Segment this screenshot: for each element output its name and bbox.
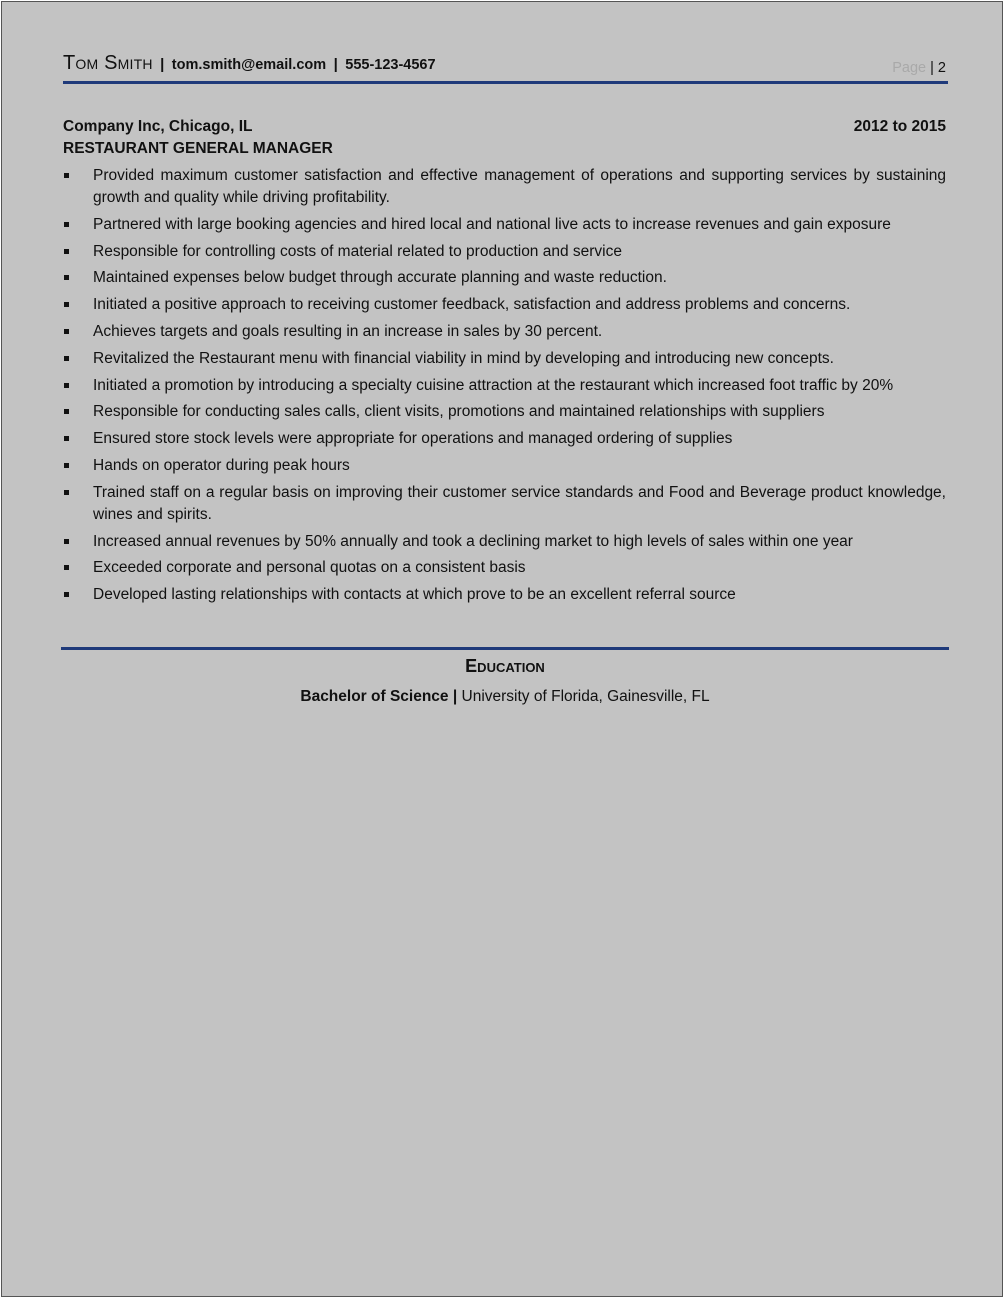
job-bullet: Exceeded corporate and personal quotas on a consistent basis — [63, 557, 946, 579]
contact-line — [63, 52, 436, 75]
job-bullet: Revitalized the Restaurant menu with financial viability in mind by developing and introducing new concepts. — [63, 348, 946, 370]
job-bullet: Achieves targets and goals resulting in an increase in sales by 30 percent. — [63, 321, 946, 343]
job-bullet-list — [63, 165, 946, 611]
education-separator: | — [452, 688, 458, 705]
job-bullet: Provided maximum customer satisfaction and effective management of operations and supporting services by sustaining growth and quality while driving profitability. — [63, 165, 946, 209]
job-heading — [63, 118, 946, 138]
job-bullet: Ensured store stock levels were appropriate for operations and managed ordering of supplies — [63, 428, 946, 450]
degree-name: Bachelor of Science — [300, 688, 449, 705]
email-address: tom.smith@email.com — [171, 57, 327, 73]
education-rule — [61, 647, 949, 650]
page-label: Page — [892, 60, 927, 76]
page-number: 2 — [937, 60, 946, 76]
candidate-name: Tom Smith — [63, 52, 153, 74]
education-heading: Education — [465, 656, 545, 676]
job-bullet: Initiated a promotion by introducing a specialty cuisine attraction at the restaurant which increased foot traffic by 20% — [63, 375, 946, 397]
job-bullet: Hands on operator during peak hours — [63, 455, 946, 477]
job-bullet: Maintained expenses below budget through accurate planning and waste reduction. — [63, 267, 946, 289]
job-bullet: Responsible for controlling costs of material related to production and service — [63, 241, 946, 263]
job-bullet: Initiated a positive approach to receiving customer feedback, satisfaction and address problems and concerns. — [63, 294, 946, 316]
job-bullet: Increased annual revenues by 50% annually and took a declining market to high levels of sales within one year — [63, 531, 946, 553]
education-entry — [2, 688, 1006, 706]
resume-header — [63, 52, 948, 82]
phone-number: 555-123-4567 — [345, 57, 436, 73]
contact-separator: | — [333, 56, 338, 73]
page-separator: | — [930, 60, 934, 76]
job-title: RESTAURANT GENERAL MANAGER — [63, 140, 333, 157]
job-company: Company Inc, Chicago, IL — [63, 118, 253, 135]
job-bullet: Responsible for conducting sales calls, client visits, promotions and maintained relationships with suppliers — [63, 401, 946, 423]
job-bullet: Trained staff on a regular basis on improving their customer service standards and Food and Beverage product knowledge, wines and spirits. — [63, 482, 946, 526]
job-dates: 2012 to 2015 — [853, 118, 946, 135]
job-bullet: Partnered with large booking agencies and hired local and national live acts to increase revenues and gain exposure — [63, 214, 946, 236]
name-separator: | — [160, 56, 165, 73]
job-bullet: Developed lasting relationships with contacts at which prove to be an excellent referral source — [63, 584, 946, 606]
page-indicator — [892, 60, 946, 76]
resume-page — [1, 1, 1003, 1297]
school-name: University of Florida, Gainesville, FL — [461, 688, 710, 705]
header-rule — [63, 81, 948, 84]
